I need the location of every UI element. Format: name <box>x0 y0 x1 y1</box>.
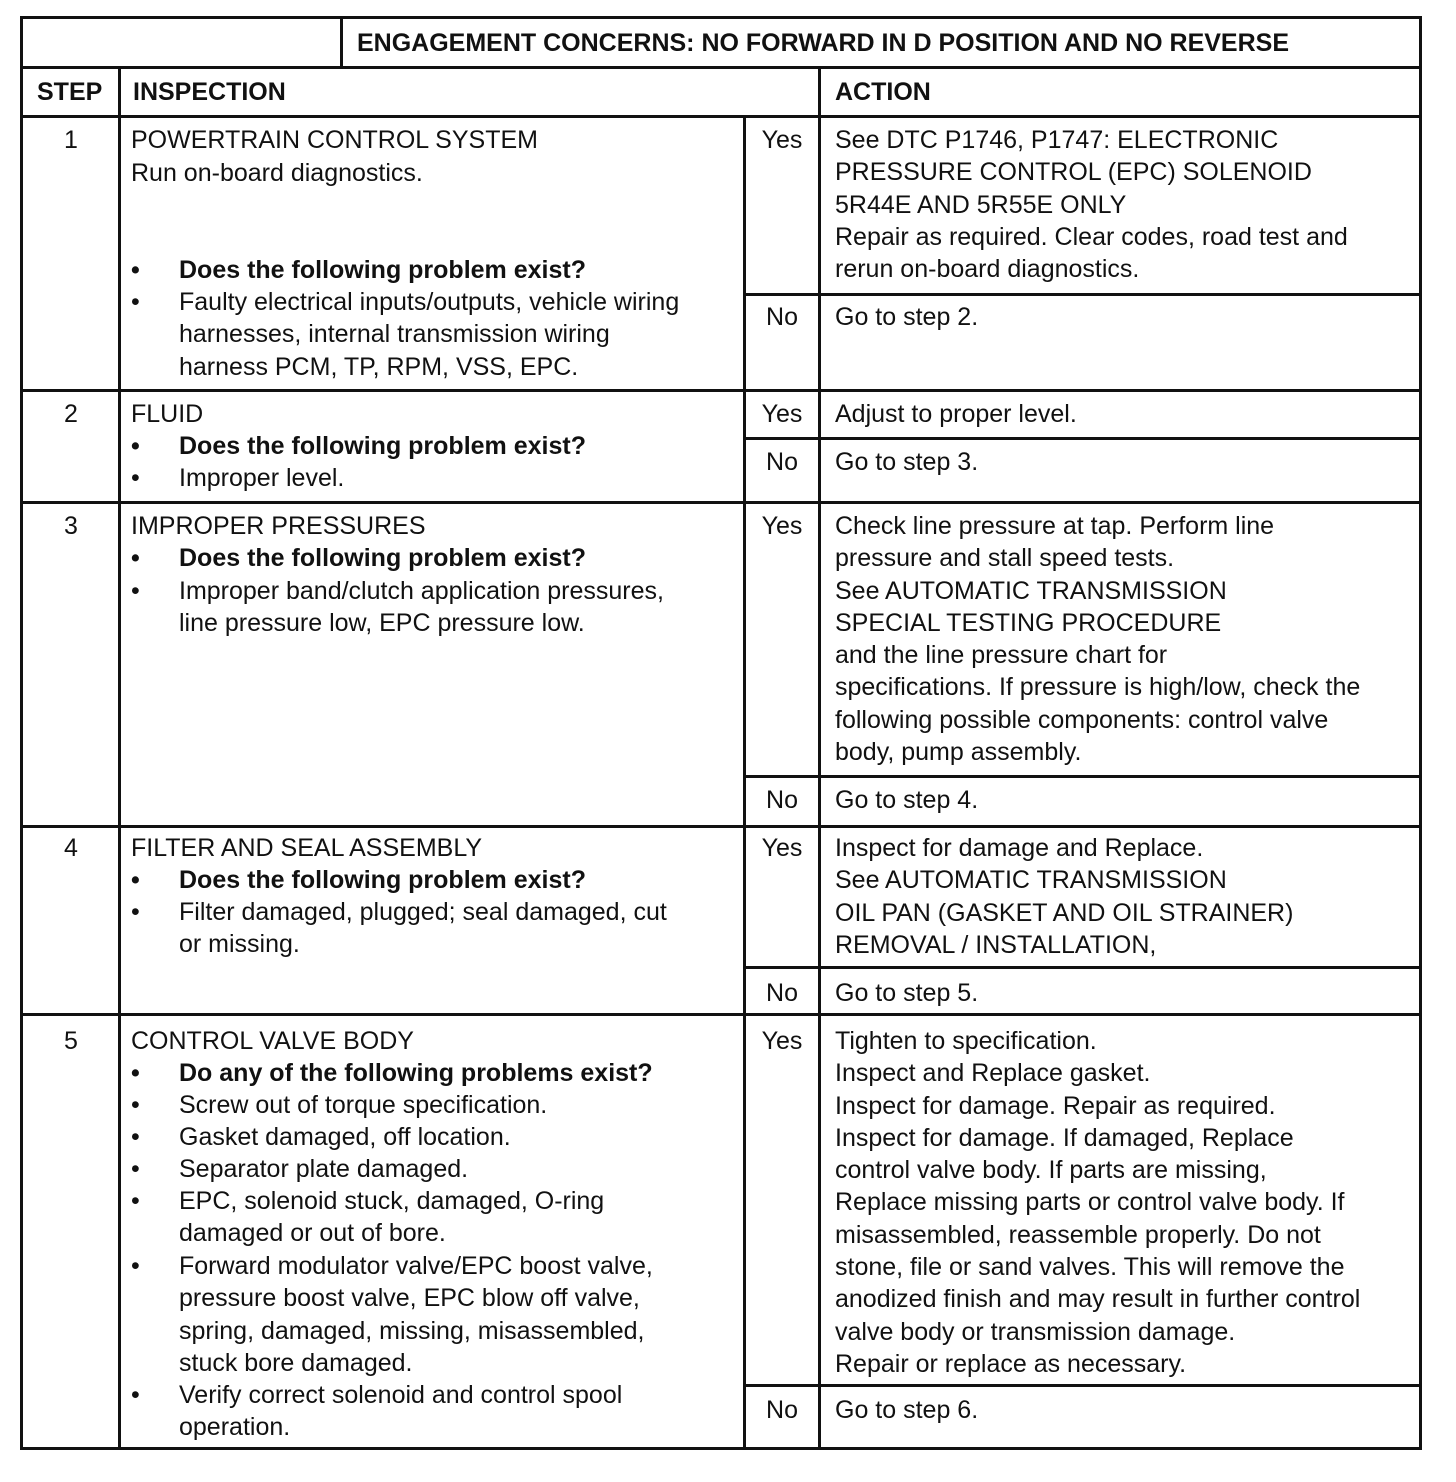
bullet-line: operation. <box>179 1413 291 1442</box>
yes-action: Adjust to proper level. <box>835 400 1077 428</box>
no-action: Go to step 2. <box>835 303 979 331</box>
yesno-line <box>743 437 1419 440</box>
yes-label: Yes <box>761 126 803 154</box>
row-line <box>23 825 1419 828</box>
step-number: 4 <box>64 834 78 862</box>
step-bullet <box>179 1153 468 1185</box>
action-line: Inspect for damage and Replace. <box>835 834 1204 862</box>
action-line: Repair as required. Clear codes, road test and <box>835 222 1348 251</box>
bullet-line: or missing. <box>179 930 300 959</box>
action-line: following possible components: control valve <box>835 705 1329 734</box>
step-bullet <box>179 896 667 961</box>
step-question <box>179 542 586 574</box>
action-line: See AUTOMATIC TRANSMISSION <box>835 866 1227 895</box>
no-label: No <box>766 303 798 331</box>
bullet-line: stuck bore damaged. <box>179 1348 413 1377</box>
bullet-line: spring, damaged, missing, misassembled, <box>179 1316 645 1345</box>
yes-label: Yes <box>761 1027 803 1055</box>
yes-action <box>835 510 1360 768</box>
yes-label: Yes <box>761 834 803 862</box>
bullet-line: line pressure low, EPC pressure low. <box>179 609 585 638</box>
no-action: Go to step 4. <box>835 786 979 814</box>
action-line: pressure and stall speed tests. <box>835 544 1175 573</box>
step-column-divider <box>118 67 121 1450</box>
question-text: Does the following problem exist? <box>179 866 586 894</box>
yesno-line <box>743 1384 1419 1387</box>
bullet-line: • Separator plate damaged. <box>179 1155 469 1183</box>
action-line: 5R44E AND 5R55E ONLY <box>835 190 1127 219</box>
step-heading: FILTER AND SEAL ASSEMBLY <box>131 834 483 862</box>
title-divider <box>340 19 343 67</box>
no-action: Go to step 5. <box>835 979 979 1007</box>
action-line: OIL PAN (GASKET AND OIL STRAINER) <box>835 898 1294 927</box>
bullet-line: • Improper band/clutch application pressures, <box>179 577 664 605</box>
action-line: Check line pressure at tap. Perform line <box>835 512 1275 540</box>
yes-action <box>835 832 1293 961</box>
bullet-line: • Gasket damaged, off location. <box>179 1123 511 1151</box>
bullet-line: damaged or out of bore. <box>179 1219 446 1248</box>
step-heading: CONTROL VALVE BODY <box>131 1027 414 1055</box>
yesno-line <box>743 775 1419 778</box>
bullet-line: harness PCM, TP, RPM, VSS, EPC. <box>179 352 579 381</box>
bullet-line: • Forward modulator valve/EPC boost valve, <box>179 1252 653 1280</box>
bullet-line: • Faulty electrical inputs/outputs, vehicle wiring <box>179 288 680 316</box>
row-line <box>23 501 1419 504</box>
step-question <box>179 254 586 286</box>
yes-label: Yes <box>761 512 803 540</box>
yes-action <box>835 124 1348 285</box>
step-number: 1 <box>64 126 78 154</box>
bullet-line: harnesses, internal transmission wiring <box>179 320 610 349</box>
action-line: Inspect for damage. Repair as required. <box>835 1091 1276 1120</box>
step-bullet <box>179 575 664 640</box>
action-line: See DTC P1746, P1747: ELECTRONIC <box>835 126 1279 154</box>
bullet-line: pressure boost valve, EPC blow off valve, <box>179 1284 640 1313</box>
step-bullet <box>179 1379 622 1444</box>
bullet-line: • Improper level. <box>179 464 345 492</box>
action-line: SPECIAL TESTING PROCEDURE <box>835 608 1222 637</box>
yesno-line <box>743 293 1419 296</box>
yes-label: Yes <box>761 400 803 428</box>
step-bullet <box>179 1185 604 1250</box>
bullet-line: • Verify correct solenoid and control spool <box>179 1381 623 1409</box>
header-step: STEP <box>37 78 103 106</box>
diagnostic-table <box>20 16 1422 1450</box>
no-label: No <box>766 1396 798 1424</box>
action-line: Tighten to specification. <box>835 1027 1097 1055</box>
action-line: valve body or transmission damage. <box>835 1317 1236 1346</box>
step-question <box>179 1057 653 1089</box>
action-line: Repair or replace as necessary. <box>835 1349 1187 1378</box>
step-bullet <box>179 1121 511 1153</box>
action-line: and the line pressure chart for <box>835 641 1168 670</box>
action-line: rerun on-board diagnostics. <box>835 255 1140 284</box>
question-text: Does the following problem exist? <box>179 256 586 284</box>
step-bullet <box>179 462 344 494</box>
step-heading: FLUID <box>131 400 204 428</box>
action-line: stone, file or sand valves. This will remove the <box>835 1253 1345 1282</box>
row-line <box>23 1013 1419 1016</box>
step-bullet <box>179 1089 547 1121</box>
action-line: specifications. If pressure is high/low, check the <box>835 673 1361 702</box>
yesno-line <box>743 966 1419 969</box>
no-action: Go to step 6. <box>835 1396 979 1424</box>
action-line: Inspect and Replace gasket. <box>835 1059 1151 1088</box>
header-action: ACTION <box>835 78 931 106</box>
action-line: REMOVAL / INSTALLATION, <box>835 930 1157 959</box>
no-action: Go to step 3. <box>835 448 979 476</box>
step-bullet <box>179 286 679 383</box>
bullet-line: • EPC, solenoid stuck, damaged, O-ring <box>179 1187 605 1215</box>
question-text: Does the following problem exist? <box>179 432 586 460</box>
yes-action <box>835 1025 1360 1380</box>
step-heading: POWERTRAIN CONTROL SYSTEM <box>131 126 538 154</box>
step-bullet <box>179 1250 653 1379</box>
question-text: Do any of the following problems exist? <box>179 1059 653 1087</box>
row-line <box>23 389 1419 392</box>
question-text: Does the following problem exist? <box>179 544 586 572</box>
action-line: Inspect for damage. If damaged, Replace <box>835 1123 1294 1152</box>
action-line: Replace missing parts or control valve body. If <box>835 1188 1345 1217</box>
step-number: 3 <box>64 512 78 540</box>
action-line: PRESSURE CONTROL (EPC) SOLENOID <box>835 158 1312 187</box>
action-line: control valve body. If parts are missing, <box>835 1156 1267 1185</box>
step-question <box>179 430 586 462</box>
bullet-line: • Filter damaged, plugged; seal damaged, cut <box>179 898 667 926</box>
no-label: No <box>766 448 798 476</box>
action-column-divider <box>818 67 821 1450</box>
table-title: ENGAGEMENT CONCERNS: NO FORWARD IN D POSITION AND NO REVERSE <box>357 29 1290 57</box>
step-number: 2 <box>64 400 78 428</box>
row-line <box>23 115 1419 118</box>
step-instruction: Run on-board diagnostics. <box>131 159 423 187</box>
no-label: No <box>766 786 798 814</box>
row-line <box>23 66 1419 69</box>
step-heading: IMPROPER PRESSURES <box>131 512 426 540</box>
action-line: anodized finish and may result in further control <box>835 1285 1361 1314</box>
step-number: 5 <box>64 1027 78 1055</box>
action-line: misassembled, reassemble properly. Do not <box>835 1220 1321 1249</box>
header-inspection: INSPECTION <box>133 78 286 106</box>
no-label: No <box>766 979 798 1007</box>
bullet-line: • Screw out of torque specification. <box>179 1091 548 1119</box>
action-line: See AUTOMATIC TRANSMISSION <box>835 576 1227 605</box>
step-question <box>179 864 586 896</box>
action-line: body, pump assembly. <box>835 738 1082 767</box>
